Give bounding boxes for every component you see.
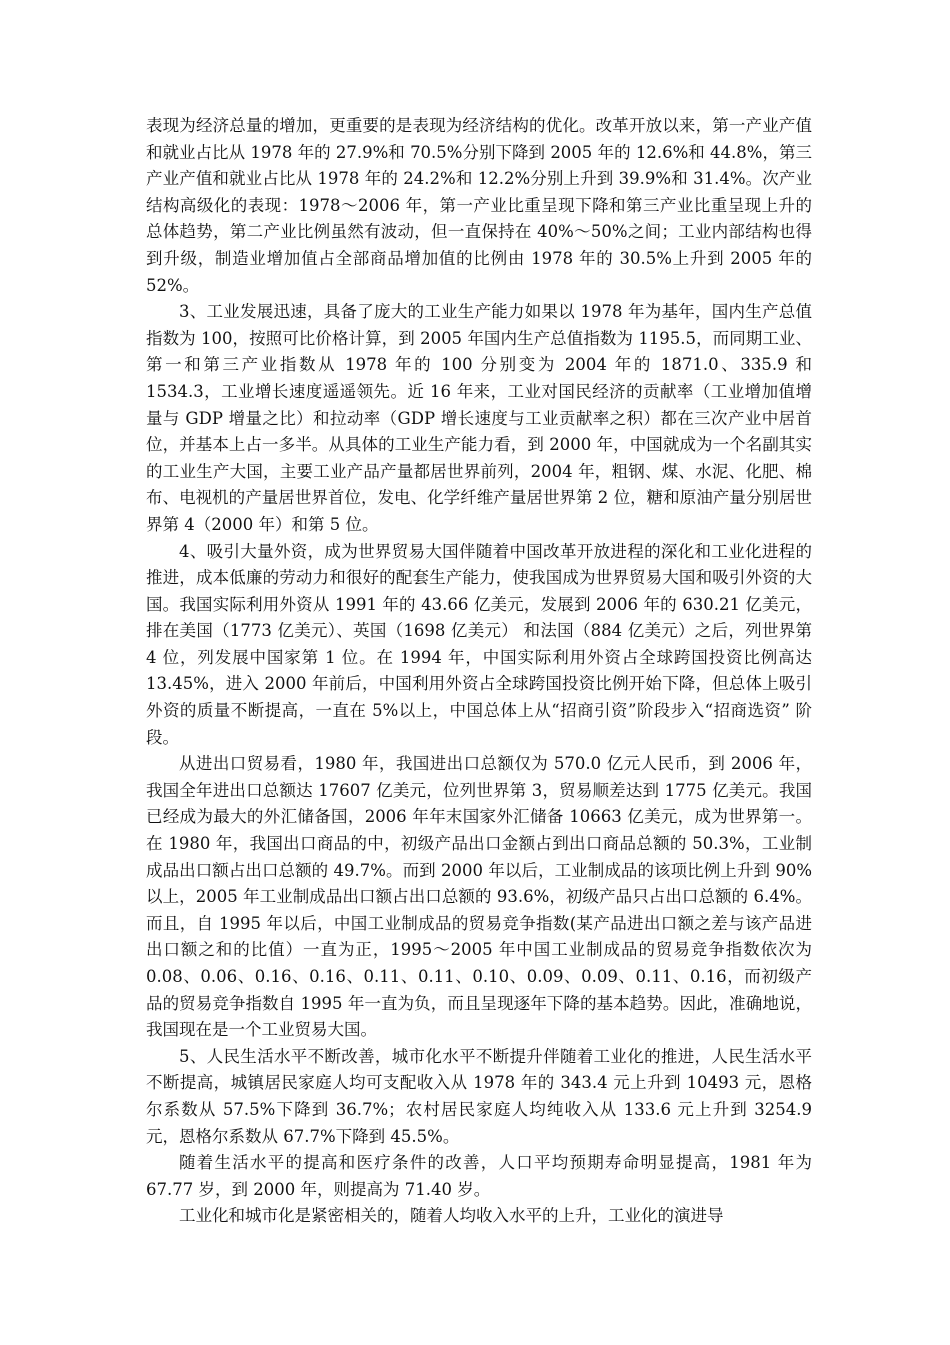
paragraph-import-export-trade: 从进出口贸易看，1980 年，我国进出口总额仅为 570.0 亿元人民币，到 2006 年，我国全年进出口总额达 17607 亿美元，位列世界第 3，贸易顺差达到 1775 亿美元。我国已经成为最大的外汇储备国，2006 年年末国家外汇储备 10663 亿美元，成为世界第一。在 1980 年，我国出口商品的中，初级产品出口金额占到出口商品总额的 50.3%，工业制成品出口额占出口总额的 49.7%。而到 2000 年以后，工业制成品的该项比例上升到 90%以上，2005 年工业制成品出口额占出口总额的 93.6%，初级产品只占出口总额的 6.4%。而且，自 1995 年以后，中国工业制成品的贸易竞争指数(某产品进出口额之差与该产品进出口额之和的比值）一直为正，1995～2005 年中国工业制成品的贸易竞争指数依次为 0.08、0.06、0.16、0.16、0.11、0.11、0.10、0.09、0.09、0.11、0.16，而初级产品的贸易竞争指数自 1995 年一直为负，而且呈现逐年下降的基本趋势。因此，准确地说，我国现在是一个工业贸易大国。 [146, 754, 812, 1040]
paragraph-economic-structure: 表现为经济总量的增加，更重要的是表现为经济结构的优化。改革开放以来，第一产业产值和就业占比从 1978 年的 27.9%和 70.5%分别下降到 2005 年的 12.6%和 44.8%，第三产业产值和就业占比从 1978 年的 24.2%和 12.2%分别上升到 39.9%和 31.4%。次产业结构高级化的表现：1978～2006 年，第一产业比重呈现下降和第三产业比重呈现上升的总体趋势，第二产业比例虽然有波动，但一直保持在 40%～50%之间；工业内部结构也得到升级，制造业增加值占全部商品增加值的比例由 1978 年的 30.5%上升到 2005 年的 52%。 [146, 116, 812, 295]
document-body [146, 113, 812, 1230]
paragraph-living-standards: 5、人民生活水平不断改善，城市化水平不断提升伴随着工业化的推进，人民生活水平不断提高，城镇居民家庭人均可支配收入从 1978 年的 343.4 元上升到 10493 元，恩格尔系数从 57.5%下降到 36.7%；农村居民家庭人均纯收入从 133.6 元上升到 3254.9 元，恩格尔系数从 67.7%下降到 45.5%。 [146, 1046, 812, 1146]
paragraph-life-expectancy: 随着生活水平的提高和医疗条件的改善，人口平均预期寿命明显提高，1981 年为 67.77 岁，到 2000 年，则提高为 71.40 岁。 [146, 1153, 812, 1199]
paragraph-urbanization: 工业化和城市化是紧密相关的，随着人均收入水平的上升，工业化的演进导 [179, 1206, 724, 1226]
paragraph-foreign-investment: 4、吸引大量外资，成为世界贸易大国伴随着中国改革开放进程的深化和工业化进程的推进，成本低廉的劳动力和很好的配套生产能力，使我国成为世界贸易大国和吸引外资的大国。我国实际利用外资从 1991 年的 43.66 亿美元，发展到 2006 年的 630.21 亿美元，排在美国（1773 亿美元）、英国（1698 亿美元） 和法国（884 亿美元）之后，列世界第 4 位，列发展中国家第 1 位。在 1994 年，中国实际利用外资占全球跨国投资比例高达 13.45%，进入 2000 年前后，中国利用外资占全球跨国投资比例开始下降，但总体上吸引外资的质量不断提高，一直在 5%以上，中国总体上从“招商引资”阶段步入“招商选资” 阶段。 [146, 541, 812, 747]
paragraph-industrial-development: 3、工业发展迅速，具备了庞大的工业生产能力如果以 1978 年为基年，国内生产总值指数为 100，按照可比价格计算，到 2005 年国内生产总值指数为 1195.5，而同期工业、第一和第三产业指数从 1978 年的 100 分别变为 2004 年的 1871.0、335.9 和 1534.3，工业增长速度遥遥领先。近 16 年来，工业对国民经济的贡献率（工业增加值增量与 GDP 增量之比）和拉动率（GDP 增长速度与工业贡献率之积）都在三次产业中居首位，并基本上占一多半。从具体的工业生产能力看，到 2000 年，中国就成为一个名副其实的工业生产大国，主要工业产品产量都居世界前列，2004 年，粗钢、煤、水泥、化肥、棉布、电视机的产量居世界首位，发电、化学纤维产量居世界第 2 位，糖和原油产量分别居世界第 4（2000 年）和第 5 位。 [146, 302, 812, 534]
